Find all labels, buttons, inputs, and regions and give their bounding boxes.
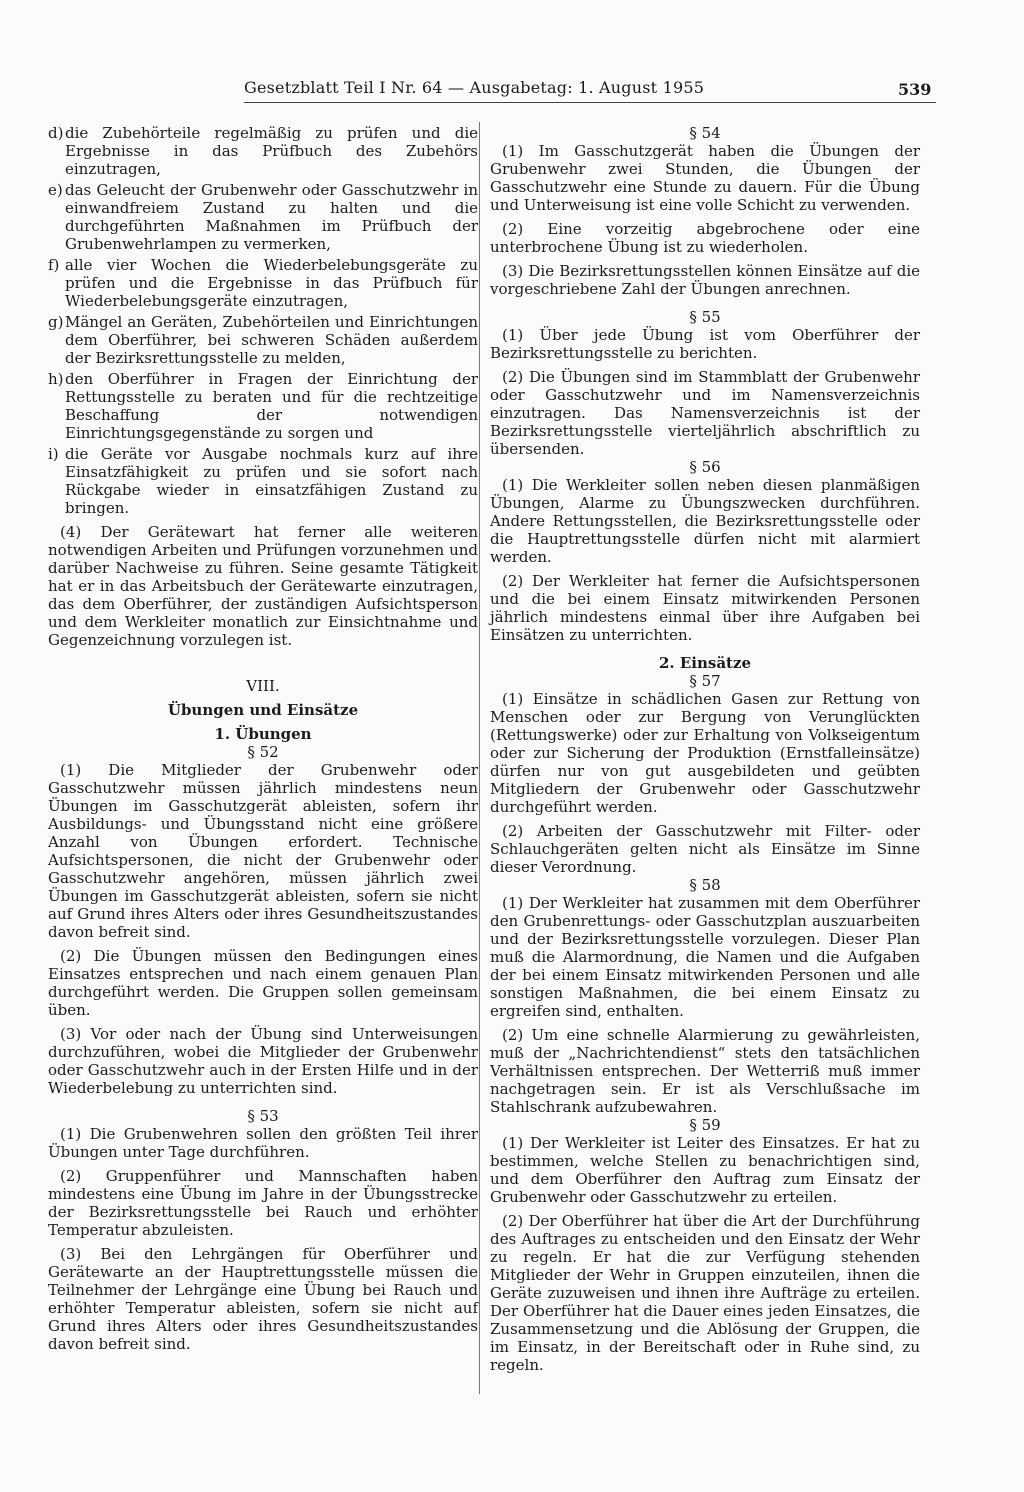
paragraph-4: (4) Der Gerätewart hat ferner alle weiteren notwendigen Arbeiten und Prüfungen vorzunehmen und darüber Nachweise zu führen. Seine gesamte Tätigkeit hat er in das Arbeitsbuch der Gerätewarte einzutragen, das dem Oberführer, der zuständigen Aufsichtsperson und dem Werkleiter monatlich zur Einsichtnahme und Gegenzeichnung vorzulegen ist. xyxy=(48,523,478,649)
paragraph: (1) Über jede Übung ist vom Oberführer der Bezirksrettungsstelle zu berichten. xyxy=(490,326,920,362)
left-column xyxy=(48,124,478,1353)
paragraph: (1) Einsätze in schädlichen Gasen zur Rettung von Menschen oder zur Bergung von Verunglückten (Rettungswerke) oder zur Erhaltung von Volkseigentum oder zur Sicherung der Produktion (Ernstfalleinsätze) dürfen nur von gut ausgebildeten und geübten Mitgliedern der Grubenwehr oder Gasschutzwehr durchgeführt werden. xyxy=(490,690,920,816)
list-item-i xyxy=(48,445,478,517)
list-item-g xyxy=(48,313,478,367)
paragraph: (1) Die Mitglieder der Grubenwehr oder Gasschutzwehr müssen jährlich mindestens neun Übungen im Gasschutzgerät ableisten, sofern ihr Ausbildungs- und Übungsstand nicht eine größere Anzahl von Übungen erfordert. Technische Aufsichtspersonen, die nicht der Grubenwehr oder Gasschutzwehr angehören, müssen jährlich zwei Übungen im Gasschutzgerät ableisten, sofern sie nicht auf Grund ihres Alters oder ihres Gesundheitszustandes davon befreit sind. xyxy=(48,761,478,941)
paragraph: (2) Die Übungen müssen den Bedingungen eines Einsatzes entsprechen und nach einem genauen Plan durchgeführt werden. Die Gruppen sollen gemeinsam üben. xyxy=(48,947,478,1019)
paragraph: (1) Der Werkleiter ist Leiter des Einsatzes. Er hat zu bestimmen, welche Stellen zu benachrichtigen sind, und dem Oberführer den Auftrag zum Einsatz der Grubenwehr oder Gasschutzwehr zu erteilen. xyxy=(490,1134,920,1206)
subsection-heading: 1. Übungen xyxy=(214,725,312,743)
paragraph: (2) Der Oberführer hat über die Art der Durchführung des Auftrages zu entscheiden und den Einsatz der Wehr zu regeln. Er hat die zur Verfügung stehenden Mitglieder der Wehr in Gruppen einzuteilen, ihnen die Geräte zuzuweisen und ihnen ihre Aufträge zu erteilen. Der Oberführer hat die Dauer eines jeden Einsatzes, die Zusammensetzung und die Ablösung der Gruppen, die im Einsatz, in der Bereitschaft oder in Ruhe sind, zu regeln. xyxy=(490,1212,920,1374)
paragraph: (3) Die Bezirksrettungsstellen können Einsätze auf die vorgeschriebene Zahl der Übungen anrechnen. xyxy=(490,262,920,298)
list-item-h xyxy=(48,370,478,442)
paragraph: (1) Die Werkleiter sollen neben diesen planmäßigen Übungen, Alarme zu Übungszwecken durchführen. Andere Rettungsstellen, die Bezirksrettungsstelle oder die Hauptrettungsstelle dürfen nicht mit alarmiert werden. xyxy=(490,476,920,566)
list-marker: g) xyxy=(48,313,64,331)
paragraph: (2) Der Werkleiter hat ferner die Aufsichtspersonen und die bei einem Einsatz mitwirkenden Personen jährlich mindestens einmal über ihre Aufgaben bei Einsätzen zu unterrichten. xyxy=(490,572,920,644)
list-item-text: das Geleucht der Grubenwehr oder Gasschutzwehr in einwandfreiem Zustand zu halten und die durchgeführten Maßnahmen im Prüfbuch der Grubenwehrlampen zu vermerken, xyxy=(65,181,478,253)
list-item-e xyxy=(48,181,478,253)
section-roman: VIII. xyxy=(246,677,280,695)
section-sign: § 57 xyxy=(689,672,721,690)
list-marker: d) xyxy=(48,124,64,142)
paragraph: (2) Eine vorzeitig abgebrochene oder eine unterbrochene Übung ist zu wiederholen. xyxy=(490,220,920,256)
paragraph: (2) Um eine schnelle Alarmierung zu gewährleisten, muß der „Nachrichtendienst“ stets den tatsächlichen Verhältnissen entsprechen. Der Wetterriß muß immer nachgetragen sein. Er ist als Verschlußsache im Stahlschrank aufzubewahren. xyxy=(490,1026,920,1116)
header-title: Gesetzblatt Teil I Nr. 64 — Ausgabetag: 1. August 1955 xyxy=(244,78,705,97)
header-rule xyxy=(244,102,936,103)
section-sign: § 52 xyxy=(247,743,279,761)
paragraph: (2) Gruppenführer und Mannschaften haben mindestens eine Übung im Jahre in der Übungsstrecke der Bezirksrettungsstelle bei Rauch und erhöhter Temperatur abzuleisten. xyxy=(48,1167,478,1239)
section-sign: § 56 xyxy=(689,458,721,476)
page-number: 539 xyxy=(898,80,932,99)
list-marker: i) xyxy=(48,445,59,463)
paragraph: (3) Vor oder nach der Übung sind Unterweisungen durchzuführen, wobei die Mitglieder der Grubenwehr oder Gasschutzwehr auch in der Ersten Hilfe und in der Wiederbelebung zu unterrichten sind. xyxy=(48,1025,478,1097)
column-divider xyxy=(479,122,480,1394)
list-item-text: die Zubehörteile regelmäßig zu prüfen und die Ergebnisse in das Prüfbuch des Zubehörs einzutragen, xyxy=(65,124,478,178)
section-sign: § 59 xyxy=(689,1116,721,1134)
paragraph: (2) Die Übungen sind im Stammblatt der Grubenwehr oder Gasschutzwehr und im Namensverzeichnis einzutragen. Das Namensverzeichnis ist der Bezirksrettungsstelle vierteljährlich abschriftlich zu übersenden. xyxy=(490,368,920,458)
paragraph: (2) Arbeiten der Gasschutzwehr mit Filter- oder Schlauchgeräten gelten nicht als Einsätze im Sinne dieser Verordnung. xyxy=(490,822,920,876)
list-item-d xyxy=(48,124,478,178)
paragraph: (3) Bei den Lehrgängen für Oberführer und Gerätewarte an der Hauptrettungsstelle müssen die Teilnehmer der Lehrgänge eine Übung bei Rauch und erhöhter Temperatur ableisten, sofern sie nicht auf Grund ihres Alters oder ihres Gesundheitszustandes davon befreit sind. xyxy=(48,1245,478,1353)
section-sign: § 53 xyxy=(247,1107,279,1125)
page-header xyxy=(0,78,1024,104)
list-item-f xyxy=(48,256,478,310)
section-sign: § 54 xyxy=(689,124,721,142)
list-marker: f) xyxy=(48,256,60,274)
list-item-text: alle vier Wochen die Wiederbelebungsgeräte zu prüfen und die Ergebnisse in das Prüfbuch für Wiederbelebungsgeräte einzutragen, xyxy=(65,256,478,310)
subsection-heading: 2. Einsätze xyxy=(658,654,752,672)
section-sign: § 58 xyxy=(689,876,721,894)
list-marker: e) xyxy=(48,181,63,199)
right-column xyxy=(490,124,920,1374)
section-title: Übungen und Einsätze xyxy=(167,701,359,719)
list-item-text: den Oberführer in Fragen der Einrichtung der Rettungsstelle zu beraten und für die rechtzeitige Beschaffung der notwendigen Einrichtungsgegenstände zu sorgen und xyxy=(65,370,478,442)
list-item-text: Mängel an Geräten, Zubehörteilen und Einrichtungen dem Oberführer, bei schweren Schäden außerdem der Bezirksrettungsstelle zu melden, xyxy=(65,313,478,367)
section-sign: § 55 xyxy=(689,308,721,326)
list-item-text: die Geräte vor Ausgabe nochmals kurz auf ihre Einsatzfähigkeit zu prüfen und sie sofort nach Rückgabe wieder in einsatzfähigen Zustand zu bringen. xyxy=(65,445,478,517)
paragraph: (1) Die Grubenwehren sollen den größten Teil ihrer Übungen unter Tage durchführen. xyxy=(48,1125,478,1161)
list-marker: h) xyxy=(48,370,64,388)
paragraph: (1) Im Gasschutzgerät haben die Übungen der Grubenwehr zwei Stunden, die Übungen der Gasschutzwehr eine Stunde zu dauern. Für die Übung und Unterweisung ist eine volle Schicht zu verwenden. xyxy=(490,142,920,214)
paragraph: (1) Der Werkleiter hat zusammen mit dem Oberführer den Grubenrettungs- oder Gasschutzplan auszuarbeiten und der Bezirksrettungsstelle vorzulegen. Dieser Plan muß die Alarmordnung, die Namen und die Aufgaben der bei einem Einsatz mitwirkenden Personen und alle sonstigen Maßnahmen, die bei einem Einsatz zu ergreifen sind, enthalten. xyxy=(490,894,920,1020)
